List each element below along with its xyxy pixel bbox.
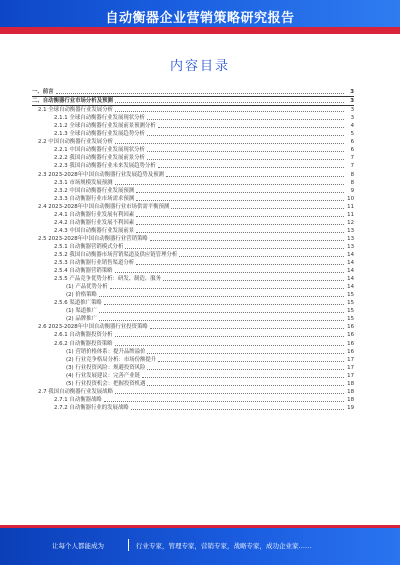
toc-entry-text: 2.5.2 我国自动衡器市场营销渠道及供应链管理分析 [54, 251, 178, 258]
toc-page-number: 15 [347, 300, 354, 307]
toc-page-number: 16 [347, 332, 354, 339]
toc-entry[interactable] [32, 348, 354, 356]
toc-leader-dots [115, 336, 344, 337]
toc-leader-dots [136, 216, 344, 217]
toc-leader-dots [147, 369, 344, 370]
toc-leader-dots [136, 192, 344, 193]
toc-page-number: 15 [347, 292, 354, 299]
toc-page-number: 9 [350, 187, 354, 194]
toc-leader-dots [150, 240, 344, 241]
toc-entry[interactable] [32, 299, 354, 307]
toc-leader-dots [147, 119, 344, 120]
toc-page-number: 11 [347, 203, 354, 210]
toc-entry-text: 2.2.1 中国自动衡器行业发展现状分析 [54, 147, 145, 154]
toc-entry[interactable] [32, 259, 354, 267]
toc-page-number: 13 [347, 227, 354, 234]
toc-page-number: 17 [347, 356, 354, 363]
toc-leader-dots [158, 127, 344, 128]
toc-page-number: 16 [347, 348, 354, 355]
toc-entry-text: 2.3.3 自动衡器行业市场需求预测 [54, 195, 135, 202]
toc-leader-dots [131, 409, 344, 410]
toc-leader-dots [150, 328, 344, 329]
toc-page-number: 13 [347, 235, 354, 242]
toc-leader-dots [171, 208, 344, 209]
toc-entry[interactable] [32, 97, 354, 106]
toc-page-number: 18 [347, 396, 354, 403]
toc-page-number: 17 [347, 372, 354, 379]
toc-entry[interactable] [32, 219, 354, 227]
toc-leader-dots [142, 377, 344, 378]
toc-entry-text: 2.4.2 自动衡器行业发展不利因素 [54, 219, 135, 226]
toc-entry-text: 2.5.3 自动衡器行业销售渠道分析 [54, 260, 135, 267]
toc-page-number: 5 [350, 131, 354, 138]
toc-entry[interactable] [32, 396, 354, 404]
toc-leader-dots [115, 345, 344, 346]
footer-divider [128, 539, 129, 551]
toc-leader-dots [115, 143, 344, 144]
toc-leader-dots [147, 385, 344, 386]
toc-page-number: 3 [350, 89, 354, 96]
toc-entry[interactable] [32, 243, 354, 251]
toc-leader-dots [166, 176, 344, 177]
toc-page-number: 6 [350, 147, 354, 154]
toc-page-number: 7 [350, 155, 354, 162]
toc-entry-text: 2.5.5 产品竞争优势分析：研发、制造、服务 [54, 276, 162, 283]
toc-leader-dots [125, 248, 344, 249]
toc-entry-text: 2.3 2023-2028年中国自动衡器行业发展趋势及预测 [38, 171, 164, 178]
toc-page-number: 15 [347, 308, 354, 315]
toc-page-number: 4 [350, 123, 354, 130]
toc-entry-text: 2.7.2 自动衡器行业的发展战略 [54, 404, 129, 411]
toc-entry[interactable] [32, 138, 354, 146]
toc-entry[interactable] [32, 203, 354, 211]
toc-entry[interactable] [32, 323, 354, 331]
footer-slogan: 让每个人都能成为 [52, 542, 104, 550]
toc-page-number: 18 [347, 388, 354, 395]
toc-entry-text: 2.1.3 全球自动衡器行业发展趋势分析 [54, 131, 145, 138]
toc-page-number: 14 [347, 276, 354, 283]
toc-entry-text: 2.6.2 自动衡器投资策略 [54, 340, 113, 347]
toc-page-number: 12 [347, 219, 354, 226]
toc-leader-dots [99, 312, 344, 313]
toc-entry-text: (1) 营销价格体系：提升品牌溢价 [66, 348, 146, 355]
toc-entry-text: 2.5.6 渠道推广策略 [54, 300, 102, 307]
toc-entry[interactable] [32, 187, 354, 195]
toc-page-number: 7 [350, 163, 354, 170]
banner-red-stripe [0, 27, 400, 34]
toc-entry[interactable] [32, 114, 354, 122]
toc-page-number: 17 [347, 364, 354, 371]
toc-page-number: 18 [347, 380, 354, 387]
toc-entry[interactable] [32, 227, 354, 235]
toc-page-number: 3 [350, 107, 354, 114]
toc-entry-text: (4) 行业发展建议：完善产业链 [66, 372, 141, 379]
footer-red-bar [0, 525, 400, 528]
toc-entry-text: 2.2.3 我国自动衡器行业未来发展趋势分析 [54, 163, 156, 170]
toc-page-number: 3 [350, 115, 354, 122]
toc-page-number: 14 [347, 268, 354, 275]
toc-leader-dots [110, 288, 344, 289]
toc-leader-dots [99, 296, 344, 297]
toc-leader-dots [136, 200, 344, 201]
toc-entry[interactable] [32, 146, 354, 154]
toc-entry-text: 2.2.2 我国自动衡器行业发展前景分析 [54, 155, 145, 162]
toc-entry-text: (3) 行业投资风险：规避投资风险 [66, 364, 146, 371]
toc-entry[interactable] [32, 283, 354, 291]
toc-entry-text: (1) 渠道推广 [66, 308, 97, 315]
toc-entry[interactable] [32, 106, 354, 114]
toc-page-number: 15 [347, 316, 354, 323]
report-title: 自动衡器企业营销策略研究报告 [105, 11, 295, 26]
toc-entry-text: 2.2 中国自动衡器行业发展分析 [38, 139, 113, 146]
toc-leader-dots [115, 184, 344, 185]
toc-leader-dots [56, 93, 344, 94]
toc-entry[interactable] [32, 372, 354, 380]
toc-leader-dots [104, 401, 344, 402]
toc-page-number: 16 [347, 340, 354, 347]
toc-page-number: 19 [347, 404, 354, 411]
toc-leader-dots [136, 232, 344, 233]
toc-entry-text: 2.1.2 全球自动衡器行业发展前景预测分析 [54, 123, 156, 130]
toc-entry-text: 2.5.4 自动衡器营销策略 [54, 268, 113, 275]
toc-entry[interactable] [32, 331, 354, 339]
toc-leader-dots [115, 272, 344, 273]
toc-entry-text: 2.6 2023-2028年中国自动衡器行业投资策略 [38, 324, 148, 331]
toc-entry[interactable] [32, 291, 354, 299]
toc-entry[interactable] [32, 315, 354, 323]
toc-entry-text: 2.5.1 自动衡器营销模式分析 [54, 243, 124, 250]
toc-heading: 内容目录 [169, 59, 230, 74]
toc-entry-text: (5) 行业投资机会：把握投资机遇 [66, 380, 146, 387]
toc-entry-text: 2.7.1 自动衡器战略 [54, 396, 102, 403]
toc-entry[interactable] [32, 380, 354, 388]
toc-page-number: 14 [347, 260, 354, 267]
toc-entry-text: 2.7 我国自动衡器行业发展战略 [38, 388, 113, 395]
toc-entry[interactable] [32, 162, 354, 170]
toc-leader-dots [147, 353, 344, 354]
toc-leader-dots [136, 264, 344, 265]
toc-entry-text: 2.6.1 自动衡器投资分析 [54, 332, 113, 339]
toc-leader-dots [158, 167, 344, 168]
toc-entry-text: 2.5 2023-2028年中国自动衡器行业营销策略 [38, 235, 148, 242]
toc-page-number: 11 [347, 211, 354, 218]
toc-leader-dots [147, 135, 344, 136]
toc-entry[interactable] [32, 404, 354, 412]
toc-leader-dots [147, 159, 344, 160]
toc-entry[interactable] [32, 88, 354, 97]
toc-page-number: 10 [347, 195, 354, 202]
header-banner [0, 0, 400, 34]
toc-page-number: 13 [347, 243, 354, 250]
footer-banner [0, 525, 400, 565]
toc-page-number: 8 [350, 179, 354, 186]
toc-entry[interactable] [32, 339, 354, 347]
toc-entry-text: 2.1 全球自动衡器行业发展分析 [38, 107, 113, 114]
toc-page-number: 6 [350, 139, 354, 146]
toc-entry[interactable] [32, 235, 354, 243]
toc-entry-text: 2.4 2023-2028年中国自动衡器行业市场供需平衡预测 [38, 203, 170, 210]
table-of-contents [32, 88, 354, 412]
toc-entry[interactable] [32, 307, 354, 315]
toc-leader-dots [99, 320, 344, 321]
toc-entry[interactable] [32, 356, 354, 364]
footer-tagline: 行业专家，管理专家，营销专家，战略专家，成功企业家…… [136, 542, 312, 550]
toc-leader-dots [163, 280, 344, 281]
toc-entry[interactable] [32, 179, 354, 187]
toc-leader-dots [158, 361, 344, 362]
toc-entry[interactable] [32, 267, 354, 275]
toc-entry[interactable] [32, 195, 354, 203]
toc-entry-text: (2) 品牌推广 [66, 316, 97, 323]
toc-page-number: 3 [350, 98, 354, 105]
toc-entry-text: 2.4.3 中国自动衡器行业发展前景 [54, 227, 135, 234]
toc-page-number: 14 [347, 251, 354, 258]
toc-leader-dots [179, 256, 344, 257]
toc-entry-text: 2.1.1 全球自动衡器行业发展现状分析 [54, 115, 145, 122]
toc-leader-dots [136, 224, 344, 225]
toc-entry-text: (2) 行业竞争格局分析：市场份额提升 [66, 356, 157, 363]
toc-entry-text: 2.3.2 中国自动衡器行业发展预测 [54, 187, 135, 194]
toc-leader-dots [115, 393, 344, 394]
toc-entry[interactable] [32, 211, 354, 219]
toc-entry[interactable] [32, 130, 354, 138]
toc-entry[interactable] [32, 154, 354, 162]
toc-page-number: 14 [347, 284, 354, 291]
toc-entry-text: (1) 产品优势分析 [66, 284, 108, 291]
toc-entry[interactable] [32, 122, 354, 130]
toc-entry-text: 2.3.1 市场规模发展预测 [54, 179, 113, 186]
toc-page-number: 8 [350, 171, 354, 178]
toc-page-number: 16 [347, 324, 354, 331]
toc-entry[interactable] [32, 364, 354, 372]
toc-leader-dots [115, 102, 344, 103]
toc-leader-dots [115, 111, 344, 112]
toc-entry[interactable] [32, 170, 354, 178]
toc-entry[interactable] [32, 388, 354, 396]
toc-entry-text: (2) 价格策略 [66, 292, 97, 299]
toc-leader-dots [104, 304, 344, 305]
toc-leader-dots [147, 151, 344, 152]
toc-entry-text: 二、自动衡器行业市场分析及预测 [32, 98, 113, 105]
toc-entry-text: 2.4.1 自动衡器行业发展有利因素 [54, 211, 135, 218]
toc-entry[interactable] [32, 251, 354, 259]
toc-entry-text: 一、前言 [32, 89, 54, 96]
toc-entry[interactable] [32, 275, 354, 283]
